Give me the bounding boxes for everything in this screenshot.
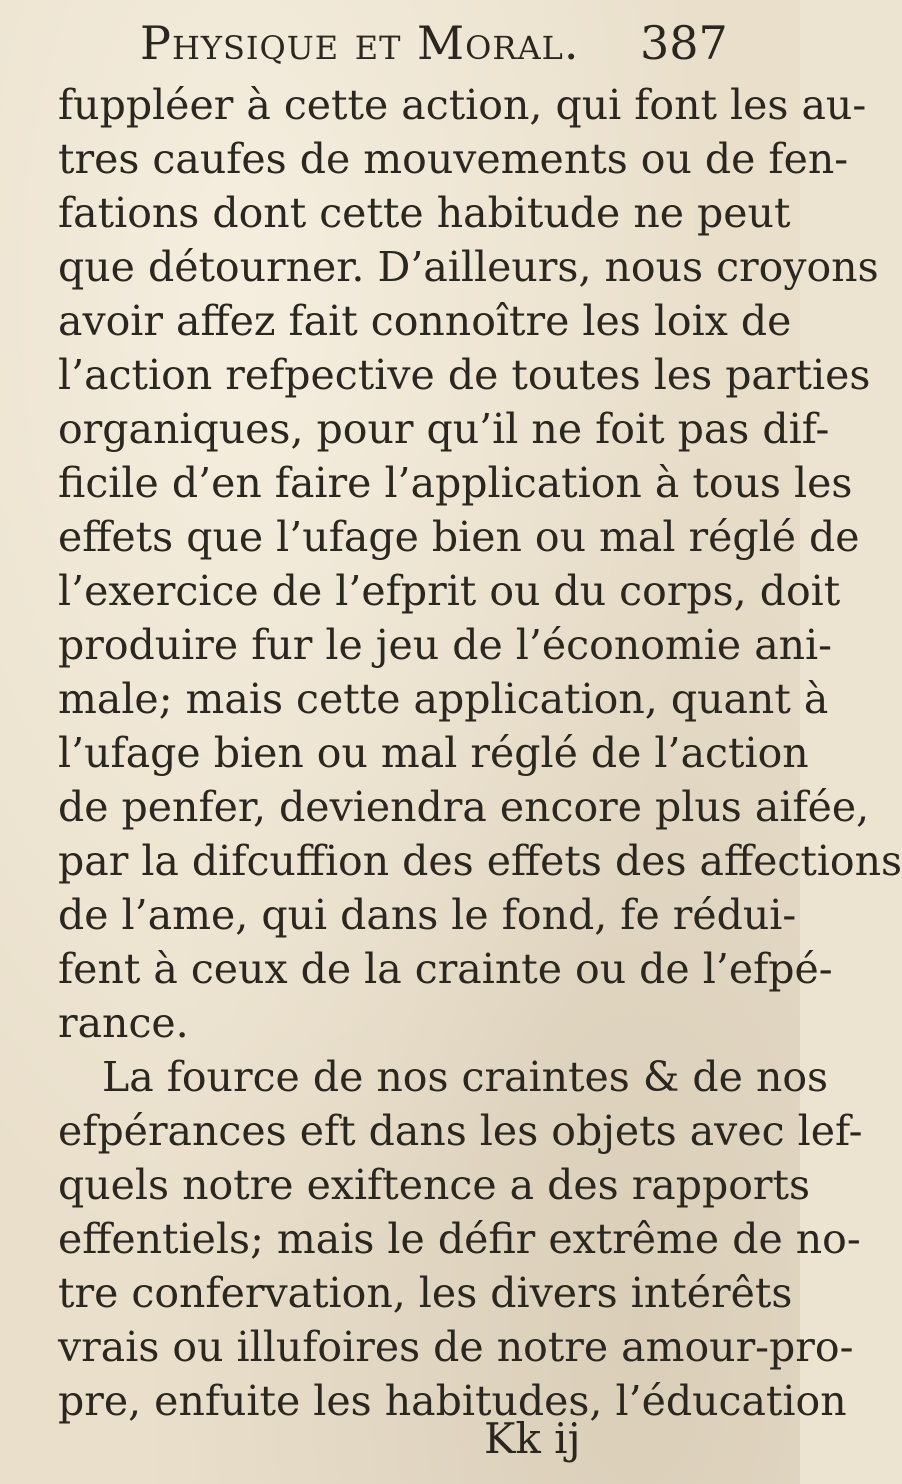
running-head	[0, 16, 800, 76]
text-line: avoir affez fait connoître les loix de	[58, 297, 792, 345]
text-line: vrais ou illufoires de notre amour-pro-	[58, 1323, 854, 1371]
text-line: produire fur le jeu de l’économie ani-	[58, 621, 833, 669]
text-line: quels notre exiftence a des rapports	[58, 1161, 811, 1209]
text-line: male; mais cette application, quant à	[58, 675, 829, 723]
text-line: l’exercice de l’efprit ou du corps, doit	[58, 567, 841, 615]
text-line: La fource de nos craintes & de nos	[102, 1053, 829, 1101]
text-line: pre, enfuite les habitudes, l’éducation	[58, 1377, 847, 1425]
page-number: 387	[640, 16, 728, 70]
text-line: l’action refpective de toutes les parties	[58, 351, 871, 399]
text-line: efpérances eft dans les objets avec lef-	[58, 1107, 863, 1155]
text-line: rance.	[58, 999, 189, 1047]
text-line: l’ufage bien ou mal réglé de l’action	[58, 729, 809, 777]
text-line: par la difcuffion des effets des affections	[58, 837, 902, 885]
text-line: tres caufes de mouvements ou de fen-	[58, 135, 849, 183]
text-line: organiques, pour qu’il ne foit pas dif-	[58, 405, 830, 453]
text-line: de penfer, deviendra encore plus aifée,	[58, 783, 870, 831]
text-line: effets que l’ufage bien ou mal réglé de	[58, 513, 860, 561]
text-line: que détourner. D’ailleurs, nous croyons	[58, 243, 879, 291]
text-line: fuppléer à cette action, qui font les au-	[58, 81, 867, 129]
text-line: ficile d’en faire l’application à tous les	[58, 459, 853, 507]
text-line: fent à ceux de la crainte ou de l’efpé-	[58, 945, 833, 993]
text-line: fations dont cette habitude ne peut	[58, 189, 791, 237]
signature-mark: Kk ij	[484, 1414, 581, 1463]
text-line: tre confervation, les divers intérêts	[58, 1269, 793, 1317]
running-title: Physique et Moral.	[140, 16, 580, 70]
text-line: de l’ame, qui dans le fond, fe rédui-	[58, 891, 797, 939]
text-line: effentiels; mais le défir extrême de no-	[58, 1215, 861, 1263]
